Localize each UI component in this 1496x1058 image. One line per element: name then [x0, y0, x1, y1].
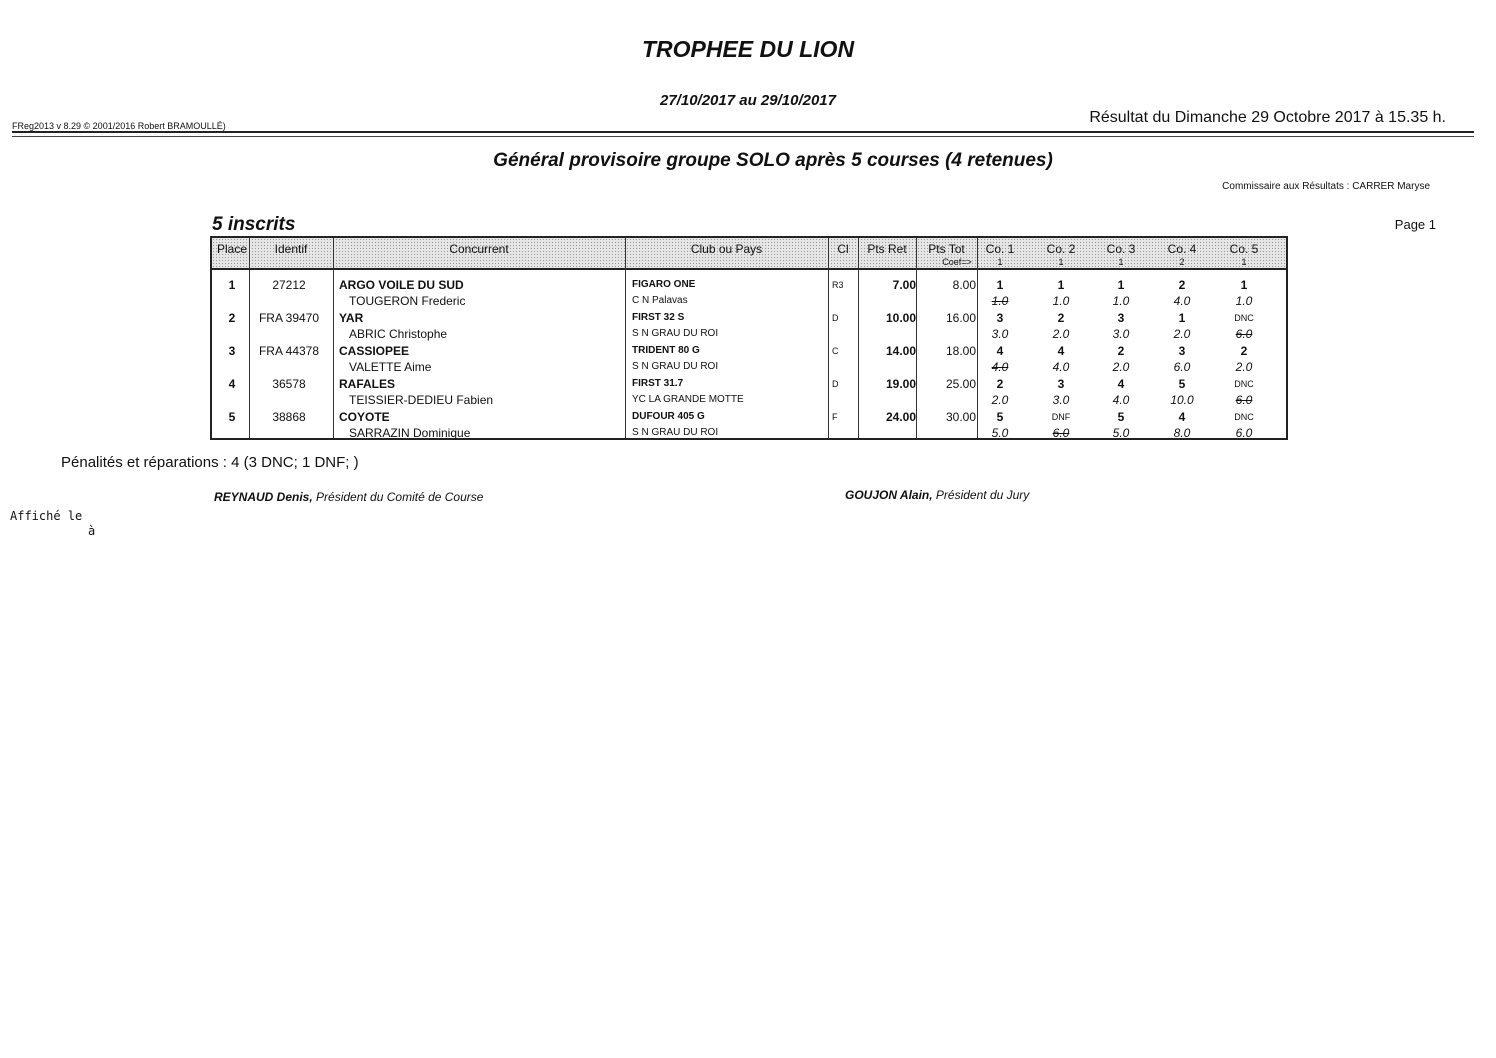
row-boat-type: FIRST 31.7: [632, 378, 684, 389]
row-class: C: [832, 346, 839, 356]
race-5-score: 6.0: [1235, 327, 1253, 341]
results-officer: Commissaire aux Résultats : CARRER Maryse: [1222, 181, 1430, 192]
header-place: Place: [216, 242, 248, 256]
results-table: [210, 236, 1288, 440]
software-credit: FReg2013 v 8.29 © 2001/2016 Robert BRAMOULLÉ): [12, 121, 226, 131]
column-divider: [977, 238, 978, 438]
race-1-score: 1.0: [991, 294, 1009, 308]
coef-race-5: 1: [1241, 257, 1247, 267]
race-committee-signature: [214, 490, 483, 504]
table-header: [212, 238, 1286, 270]
race-5-score: 6.0: [1235, 426, 1253, 440]
row-boat-type: DUFOUR 405 G: [632, 411, 705, 422]
row-club: C N Palavas: [632, 295, 688, 306]
row-boat-type: FIRST 32 S: [632, 312, 685, 323]
row-skipper: ABRIC Christophe: [349, 327, 448, 341]
race-5-score: 1.0: [1235, 294, 1253, 308]
page-number: Page 1: [1394, 217, 1436, 232]
row-points-retained: 24.00: [885, 410, 916, 424]
row-skipper: TOUGERON Frederic: [349, 294, 466, 308]
header-race-3: Co. 3: [1106, 242, 1136, 256]
ranking-subtitle: Général provisoire groupe SOLO après 5 courses (4 retenues): [493, 150, 1053, 171]
race-2-score: 2.0: [1052, 327, 1070, 341]
row-class: R3: [832, 280, 844, 290]
race-2-rank: 2: [1057, 311, 1065, 325]
row-class: D: [832, 313, 839, 323]
header-rule-thin: [12, 136, 1474, 137]
row-club: YC LA GRANDE MOTTE: [632, 394, 744, 405]
race-4-score: 6.0: [1173, 360, 1191, 374]
race-1-score: 5.0: [991, 426, 1009, 440]
coef-race-1: 1: [997, 257, 1003, 267]
header-race-2: Co. 2: [1046, 242, 1076, 256]
row-place: 5: [228, 410, 236, 424]
column-divider: [916, 238, 917, 438]
row-boat-type: TRIDENT 80 G: [632, 345, 700, 356]
jury-role: Président du Jury: [932, 488, 1030, 502]
race-3-score: 5.0: [1112, 426, 1130, 440]
row-points-retained: 7.00: [892, 278, 916, 292]
race-3-score: 1.0: [1112, 294, 1130, 308]
row-boat-name: YAR: [339, 311, 364, 325]
row-place: 4: [228, 377, 236, 391]
penalties-summary: Pénalités et réparations : 4 (3 DNC; 1 DNF; ): [61, 454, 359, 471]
header-club: Club ou Pays: [690, 242, 763, 256]
race-3-score: 3.0: [1112, 327, 1130, 341]
posted-date-label: Affiché le: [10, 509, 83, 523]
race-4-rank: 5: [1178, 377, 1186, 391]
race-2-rank: 1: [1057, 278, 1065, 292]
column-divider: [828, 238, 829, 438]
header-class: Cl: [837, 242, 849, 256]
race-5-rank: 1: [1240, 278, 1248, 292]
column-divider: [858, 238, 859, 438]
row-sail-number: 27212: [272, 278, 306, 292]
race-2-score: 1.0: [1052, 294, 1070, 308]
row-place: 2: [228, 311, 236, 325]
race-1-score: 2.0: [991, 393, 1009, 407]
coef-race-2: 1: [1058, 257, 1064, 267]
jury-signature: [845, 488, 1029, 502]
race-5-rank: 2: [1240, 344, 1248, 358]
coef-race-3: 1: [1118, 257, 1124, 267]
race-2-score: 4.0: [1052, 360, 1070, 374]
row-sail-number: FRA 44378: [258, 344, 320, 358]
header-race-4: Co. 4: [1167, 242, 1197, 256]
row-sail-number: 38868: [272, 410, 306, 424]
posted-time-label: à: [88, 524, 96, 538]
race-3-rank: 5: [1117, 410, 1125, 424]
row-points-total: 8.00: [952, 278, 976, 292]
column-divider: [625, 238, 626, 438]
column-divider: [333, 238, 334, 438]
race-committee-role: Président du Comité de Course: [312, 490, 484, 504]
race-3-rank: 2: [1117, 344, 1125, 358]
race-1-rank: 4: [996, 344, 1004, 358]
row-points-retained: 14.00: [885, 344, 916, 358]
row-place: 1: [228, 278, 236, 292]
row-boat-name: ARGO VOILE DU SUD: [339, 278, 464, 292]
header-pts-tot: Pts Tot: [928, 242, 965, 256]
race-4-score: 8.0: [1173, 426, 1191, 440]
race-4-rank: 1: [1178, 311, 1186, 325]
row-points-total: 18.00: [945, 344, 976, 358]
race-4-score: 10.0: [1170, 393, 1194, 407]
row-club: S N GRAU DU ROI: [632, 328, 719, 339]
race-5-score: 6.0: [1235, 393, 1253, 407]
race-4-rank: 2: [1178, 278, 1186, 292]
race-1-score: 3.0: [991, 327, 1009, 341]
row-boat-name: RAFALES: [339, 377, 396, 391]
race-1-rank: 2: [996, 377, 1004, 391]
race-4-score: 4.0: [1173, 294, 1191, 308]
race-4-rank: 3: [1178, 344, 1186, 358]
race-5-rank: DNC: [1234, 379, 1254, 389]
column-divider: [249, 238, 250, 438]
row-points-retained: 19.00: [885, 377, 916, 391]
event-dates: 27/10/2017 au 29/10/2017: [660, 92, 836, 109]
header-rule: [12, 131, 1474, 133]
race-2-rank: DNF: [1051, 412, 1071, 422]
row-boat-name: COYOTE: [339, 410, 390, 424]
row-boat-type: FIGARO ONE: [632, 279, 696, 290]
coef-label: Coef=>: [942, 257, 972, 267]
row-points-retained: 10.00: [885, 311, 916, 325]
race-3-score: 2.0: [1112, 360, 1130, 374]
race-3-rank: 3: [1117, 311, 1125, 325]
row-class: D: [832, 379, 839, 389]
row-club: S N GRAU DU ROI: [632, 361, 719, 372]
document-title: TROPHEE DU LION: [641, 36, 855, 62]
race-2-score: 3.0: [1052, 393, 1070, 407]
race-5-rank: DNC: [1234, 412, 1254, 422]
header-pts-ret: Pts Ret: [867, 242, 907, 256]
row-sail-number: FRA 39470: [258, 311, 320, 325]
row-skipper: VALETTE Aime: [349, 360, 432, 374]
row-sail-number: 36578: [272, 377, 306, 391]
race-3-score: 4.0: [1112, 393, 1130, 407]
header-identif: Identif: [274, 242, 308, 256]
jury-name: GOUJON Alain,: [845, 488, 933, 502]
result-timestamp: Résultat du Dimanche 29 Octobre 2017 à 15.35 h.: [1089, 109, 1446, 126]
row-class: F: [832, 412, 838, 422]
race-1-rank: 5: [996, 410, 1004, 424]
race-4-rank: 4: [1178, 410, 1186, 424]
race-1-score: 4.0: [991, 360, 1009, 374]
header-race-1: Co. 1: [985, 242, 1015, 256]
race-3-rank: 4: [1117, 377, 1125, 391]
row-points-total: 25.00: [945, 377, 976, 391]
race-1-rank: 1: [996, 278, 1004, 292]
race-committee-name: REYNAUD Denis,: [214, 490, 313, 504]
row-points-total: 16.00: [945, 311, 976, 325]
coef-race-4: 2: [1179, 257, 1185, 267]
race-2-rank: 4: [1057, 344, 1065, 358]
race-4-score: 2.0: [1173, 327, 1191, 341]
row-skipper: SARRAZIN Dominique: [349, 426, 471, 440]
race-2-score: 6.0: [1052, 426, 1070, 440]
race-1-rank: 3: [996, 311, 1004, 325]
race-5-score: 2.0: [1235, 360, 1253, 374]
header-concurrent: Concurrent: [449, 242, 509, 256]
race-3-rank: 1: [1117, 278, 1125, 292]
race-2-rank: 3: [1057, 377, 1065, 391]
row-club: S N GRAU DU ROI: [632, 427, 719, 438]
entries-count: 5 inscrits: [212, 214, 296, 235]
row-points-total: 30.00: [945, 410, 976, 424]
row-boat-name: CASSIOPEE: [339, 344, 410, 358]
row-skipper: TEISSIER-DEDIEU Fabien: [349, 393, 494, 407]
header-race-5: Co. 5: [1229, 242, 1259, 256]
row-place: 3: [228, 344, 236, 358]
race-5-rank: DNC: [1234, 313, 1254, 323]
